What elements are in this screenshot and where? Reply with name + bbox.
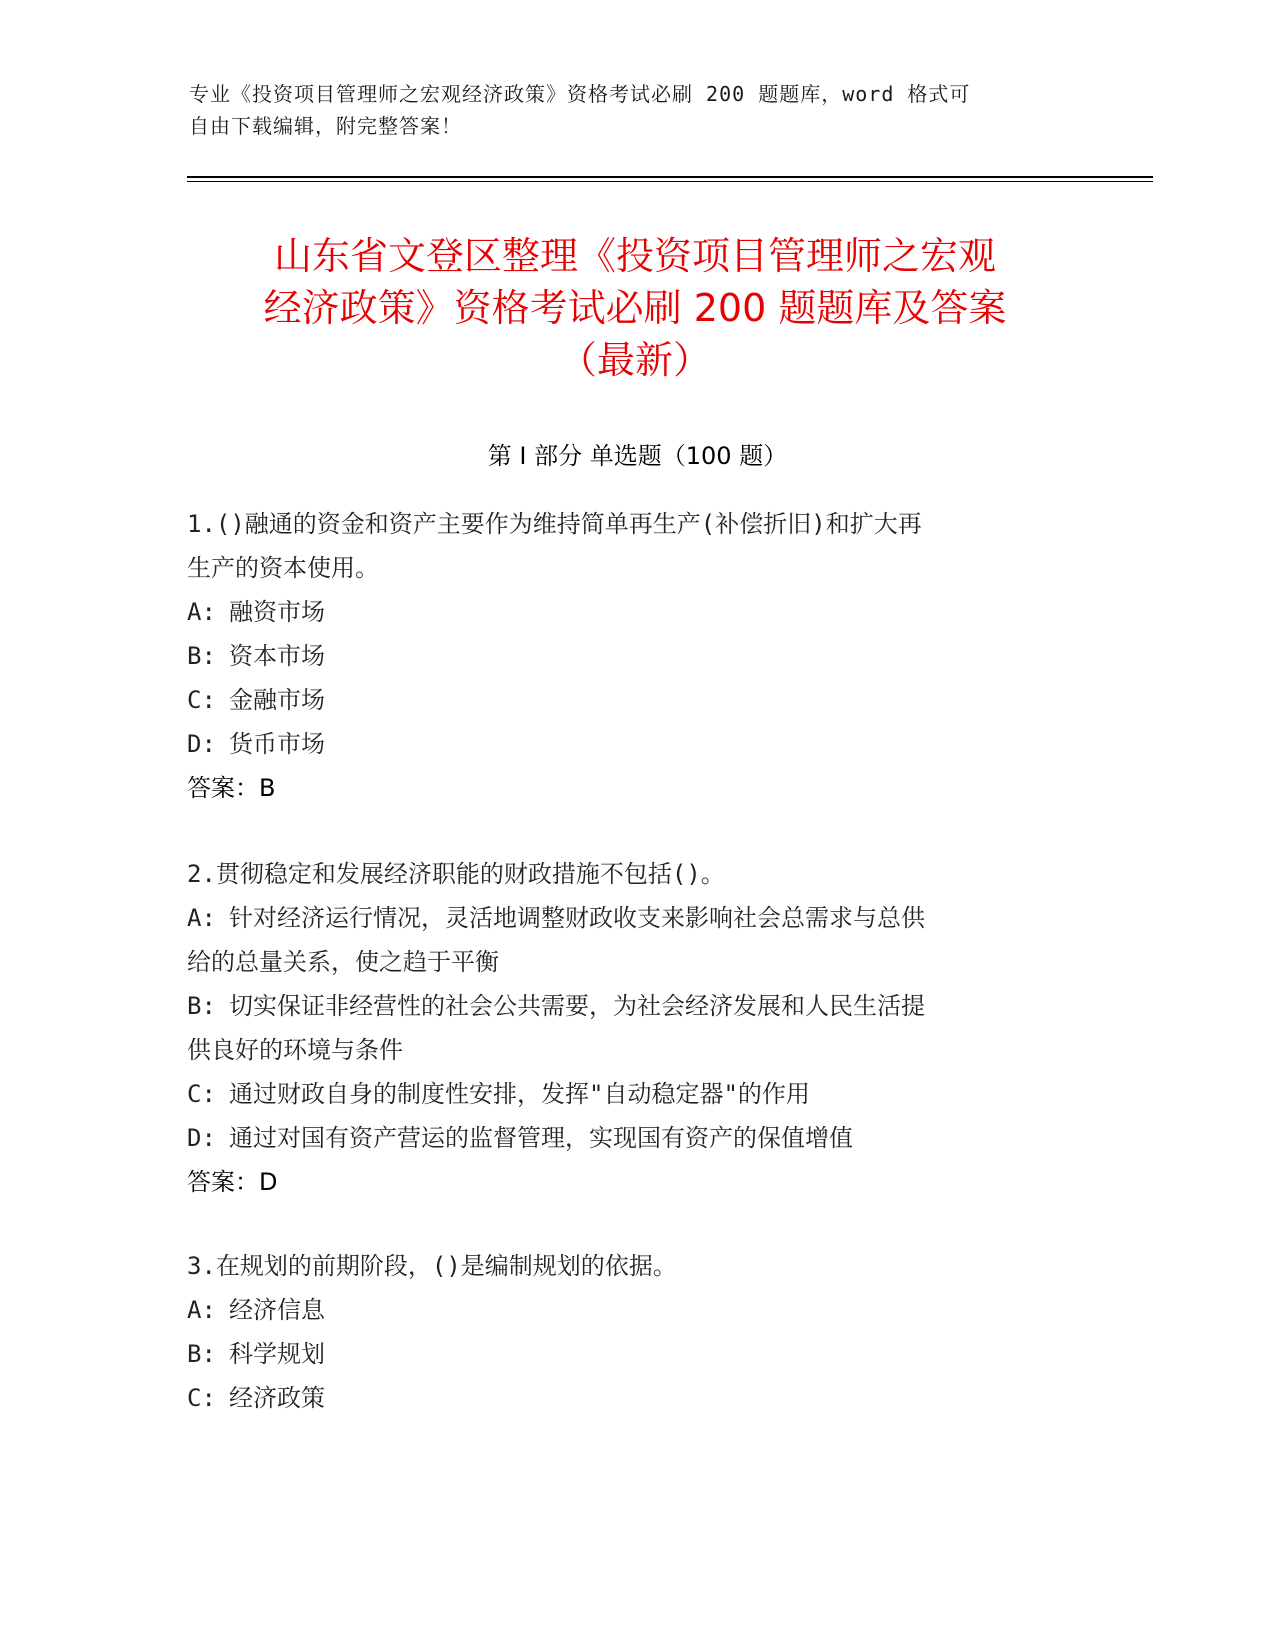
option-label: A: <box>187 598 216 626</box>
option-label: B: <box>187 642 216 670</box>
option-c <box>187 1376 1087 1420</box>
question-stem-line: 3.在规划的前期阶段，()是编制规划的依据。 <box>187 1252 677 1280</box>
option-b <box>187 984 1087 1028</box>
option-c <box>187 678 1087 722</box>
option-label: B: <box>187 1340 216 1368</box>
answer-line: 答案：D <box>187 1168 278 1196</box>
option-label: A: <box>187 1296 216 1324</box>
option-text: 资本市场 <box>229 642 325 670</box>
option-a <box>187 1288 1087 1332</box>
option-text: 经济政策 <box>229 1384 325 1412</box>
option-text: 金融市场 <box>229 686 325 714</box>
option-a-continuation: 给的总量关系，使之趋于平衡 <box>187 948 499 976</box>
option-text: 通过对国有资产营运的监督管理，实现国有资产的保值增值 <box>229 1124 853 1152</box>
title-line-3: （最新） <box>558 338 711 382</box>
option-label: C: <box>187 686 216 714</box>
option-d <box>187 1116 1087 1160</box>
question-stem-line: 生产的资本使用。 <box>187 554 379 582</box>
section-title: 第 I 部分 单选题（100 题） <box>487 442 788 470</box>
title-line-2: 经济政策》资格考试必刷 200 题题库及答案 <box>263 286 1007 330</box>
option-label: A: <box>187 904 216 932</box>
option-text: 通过财政自身的制度性安排，发挥"自动稳定器"的作用 <box>229 1080 810 1108</box>
option-c <box>187 1072 1087 1116</box>
option-label: B: <box>187 992 216 1020</box>
option-label: C: <box>187 1384 216 1412</box>
option-text: 货币市场 <box>229 730 325 758</box>
option-text: 科学规划 <box>229 1340 325 1368</box>
option-label: D: <box>187 730 216 758</box>
question-3 <box>187 1244 1087 1420</box>
header-divider-thin <box>187 181 1153 182</box>
header-divider-thick <box>187 176 1153 178</box>
option-text: 切实保证非经营性的社会公共需要，为社会经济发展和人民生活提 <box>229 992 925 1020</box>
option-text: 经济信息 <box>229 1296 325 1324</box>
question-stem-line: 1.()融通的资金和资产主要作为维持简单再生产(补偿折旧)和扩大再 <box>187 510 922 538</box>
header-line-1: 专业《投资项目管理师之宏观经济政策》资格考试必刷 200 题题库，word 格式可 <box>189 82 971 106</box>
answer-line: 答案：B <box>187 774 276 802</box>
option-a <box>187 896 1087 940</box>
question-1 <box>187 502 1087 810</box>
option-d <box>187 722 1087 766</box>
option-b <box>187 1332 1087 1376</box>
question-stem-line: 2.贯彻稳定和发展经济职能的财政措施不包括()。 <box>187 860 725 888</box>
document-title <box>190 230 1080 386</box>
option-label: C: <box>187 1080 216 1108</box>
option-label: D: <box>187 1124 216 1152</box>
option-a <box>187 590 1087 634</box>
option-b <box>187 634 1087 678</box>
option-text: 针对经济运行情况，灵活地调整财政收支来影响社会总需求与总供 <box>229 904 925 932</box>
question-2 <box>187 852 1087 1204</box>
header-line-2: 自由下载编辑，附完整答案！ <box>189 114 462 138</box>
option-b-continuation: 供良好的环境与条件 <box>187 1036 403 1064</box>
option-text: 融资市场 <box>229 598 325 626</box>
document-header <box>189 78 1069 142</box>
title-line-1: 山东省文登区整理《投资项目管理师之宏观 <box>273 234 996 278</box>
